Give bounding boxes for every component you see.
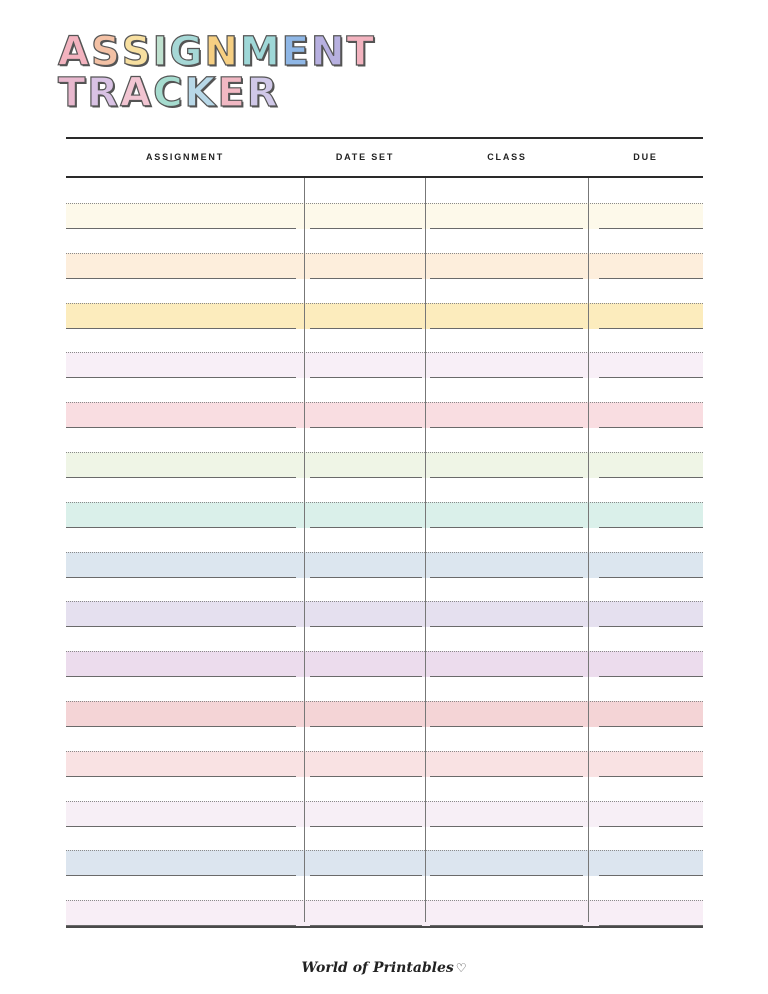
row-dotted-rule (66, 701, 703, 702)
header-bottom-rule (66, 176, 703, 178)
row-writing-line (599, 726, 703, 727)
row-writing-line (310, 377, 422, 378)
table-row[interactable] (66, 352, 703, 378)
row-writing-line (310, 826, 422, 827)
row-writing-line (430, 626, 583, 627)
assignment-table (66, 137, 703, 929)
row-writing-line (310, 228, 422, 229)
row-writing-line (310, 527, 422, 528)
table-row[interactable] (66, 601, 703, 627)
row-writing-line (310, 676, 422, 677)
row-dotted-rule (66, 552, 703, 553)
row-writing-line (599, 427, 703, 428)
row-writing-line (430, 776, 583, 777)
row-writing-line (599, 328, 703, 329)
row-dotted-rule (66, 402, 703, 403)
row-writing-line (66, 726, 296, 727)
row-writing-line (430, 826, 583, 827)
row-writing-line (430, 377, 583, 378)
row-writing-line (430, 228, 583, 229)
row-writing-line (66, 676, 296, 677)
row-writing-line (66, 477, 296, 478)
row-dotted-rule (66, 303, 703, 304)
title-letter: C (153, 70, 185, 116)
table-row[interactable] (66, 900, 703, 926)
table-row[interactable] (66, 651, 703, 677)
table-row[interactable] (66, 801, 703, 827)
table-top-rule (66, 137, 703, 139)
title-letter: A (58, 29, 91, 75)
column-divider (425, 178, 426, 922)
row-writing-line (310, 577, 422, 578)
row-dotted-rule (66, 651, 703, 652)
row-writing-line (599, 527, 703, 528)
row-writing-line (599, 676, 703, 677)
table-row[interactable] (66, 452, 703, 478)
row-writing-line (66, 875, 296, 876)
title-letter: I (152, 29, 170, 75)
column-divider (304, 178, 305, 922)
row-writing-line (430, 577, 583, 578)
row-writing-line (599, 377, 703, 378)
row-dotted-rule (66, 751, 703, 752)
row-dotted-rule (66, 900, 703, 901)
row-writing-line (430, 278, 583, 279)
row-writing-line (66, 427, 296, 428)
row-writing-line (599, 626, 703, 627)
column-header-assignment: ASSIGNMENT (145, 152, 224, 162)
row-writing-line (599, 477, 703, 478)
title-letter: R (87, 70, 121, 116)
row-writing-line (430, 875, 583, 876)
row-writing-line (66, 577, 296, 578)
column-header-class: CLASS (487, 152, 527, 162)
row-writing-line (310, 726, 422, 727)
column-divider (588, 178, 589, 922)
title-line-tracker (58, 70, 280, 116)
row-dotted-rule (66, 850, 703, 851)
title-letter: E (281, 29, 311, 75)
table-row[interactable] (66, 502, 703, 528)
table-row[interactable] (66, 303, 703, 329)
title-letter: T (346, 29, 376, 75)
row-writing-line (66, 228, 296, 229)
row-dotted-rule (66, 452, 703, 453)
row-writing-line (310, 776, 422, 777)
row-writing-line (310, 626, 422, 627)
row-writing-line (599, 278, 703, 279)
row-writing-line (430, 427, 583, 428)
table-bottom-rule (66, 926, 703, 928)
row-dotted-rule (66, 253, 703, 254)
row-dotted-rule (66, 801, 703, 802)
row-writing-line (599, 776, 703, 777)
row-dotted-rule (66, 203, 703, 204)
title-letter: R (246, 70, 280, 116)
row-writing-line (599, 826, 703, 827)
row-writing-line (66, 527, 296, 528)
column-header-date-set: DATE SET (335, 152, 395, 162)
row-writing-line (430, 726, 583, 727)
row-writing-line (430, 527, 583, 528)
row-writing-line (66, 328, 296, 329)
title-letter: A (120, 70, 154, 116)
title-letter: K (184, 70, 218, 116)
row-writing-line (66, 776, 296, 777)
row-writing-line (310, 477, 422, 478)
row-dotted-rule (66, 502, 703, 503)
row-writing-line (310, 328, 422, 329)
table-row[interactable] (66, 253, 703, 279)
row-dotted-rule (66, 601, 703, 602)
heart-icon: ♡ (455, 961, 467, 975)
title-letter: G (169, 29, 205, 75)
row-writing-line (310, 278, 422, 279)
title-letter: E (217, 70, 247, 116)
title-letter: S (121, 29, 153, 75)
row-writing-line (310, 875, 422, 876)
table-row[interactable] (66, 701, 703, 727)
title-letter: N (310, 29, 347, 75)
table-row[interactable] (66, 850, 703, 876)
column-header-due: DUE (633, 152, 658, 162)
table-row[interactable] (66, 203, 703, 229)
brand-name: World of Printables (301, 960, 454, 976)
title-letter: S (90, 29, 122, 75)
title-letter: T (58, 70, 88, 116)
row-writing-line (66, 278, 296, 279)
title-line-assignment (58, 29, 376, 75)
row-writing-line (599, 577, 703, 578)
brand-footer (0, 960, 768, 976)
row-writing-line (66, 626, 296, 627)
row-writing-line (430, 328, 583, 329)
row-writing-line (66, 826, 296, 827)
title-letter: M (239, 29, 282, 75)
row-writing-line (599, 875, 703, 876)
row-dotted-rule (66, 352, 703, 353)
row-writing-line (430, 676, 583, 677)
row-writing-line (599, 228, 703, 229)
row-writing-line (430, 477, 583, 478)
title-letter: N (204, 29, 240, 75)
row-writing-line (66, 377, 296, 378)
row-writing-line (310, 427, 422, 428)
table-row[interactable] (66, 751, 703, 777)
table-row[interactable] (66, 552, 703, 578)
table-row[interactable] (66, 402, 703, 428)
